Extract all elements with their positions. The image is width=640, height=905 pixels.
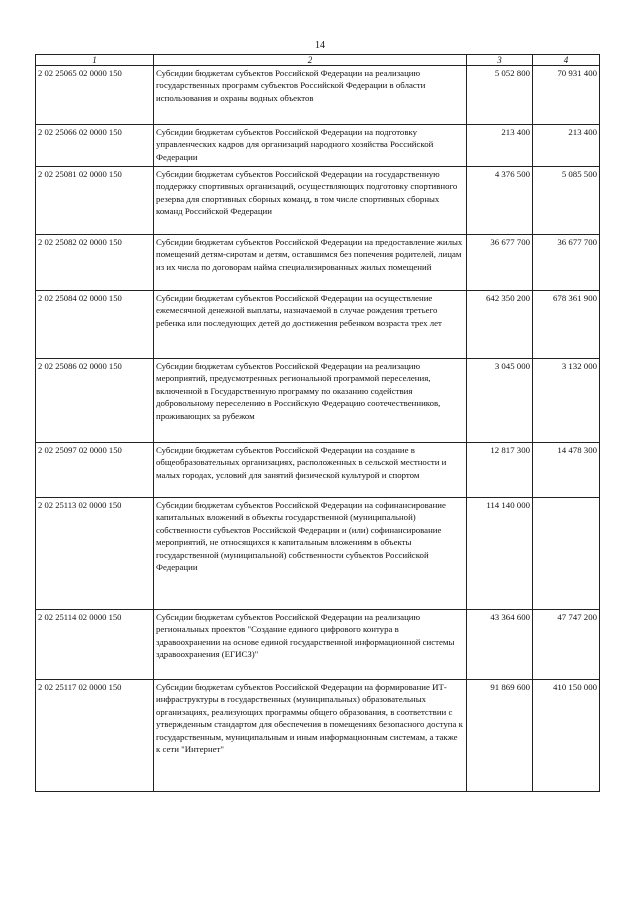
amount-col-3: 43 364 600 xyxy=(467,610,533,680)
subsidy-description: Субсидии бюджетам субъектов Российской Федерации на государственную поддержку спортивных организаций, осуществляющих подготовку спортивного резерва для спортивных сборных команд, в том числе спортивных сборных команд Российской Федерации xyxy=(154,167,467,235)
table-row xyxy=(36,359,600,443)
budget-table xyxy=(35,54,600,792)
amount-col-4: 14 478 300 xyxy=(533,443,600,498)
subsidy-description: Субсидии бюджетам субъектов Российской Федерации на формирование ИТ-инфраструктуры в государственных (муниципальных) образовательных организациях, реализующих программы общего образования, в соответствии с утвержденным стандартом для обеспечения в помещениях безопасного доступа к государственным, муниципальным и иным информационным системам, а также к сети "Интернет" xyxy=(154,680,467,792)
table-row xyxy=(36,498,600,610)
budget-code: 2 02 25065 02 0000 150 xyxy=(36,66,154,125)
amount-col-4 xyxy=(533,498,600,610)
page-number: 14 xyxy=(315,40,325,51)
amount-col-3: 114 140 000 xyxy=(467,498,533,610)
subsidy-description: Субсидии бюджетам субъектов Российской Федерации на предоставление жилых помещений детям-сиротам и детям, оставшимся без попечения родителей, лицам из их числа по договорам найма специализированных жилых помещений xyxy=(154,235,467,291)
table-row xyxy=(36,66,600,125)
amount-col-4: 5 085 500 xyxy=(533,167,600,235)
column-header-2: 2 xyxy=(154,55,467,66)
budget-code: 2 02 25114 02 0000 150 xyxy=(36,610,154,680)
table-row xyxy=(36,235,600,291)
subsidy-description: Субсидии бюджетам субъектов Российской Федерации на подготовку управленческих кадров для организаций народного хозяйства Российской Федерации xyxy=(154,125,467,167)
amount-col-4: 213 400 xyxy=(533,125,600,167)
subsidy-description: Субсидии бюджетам субъектов Российской Федерации на осуществление ежемесячной денежной выплаты, назначаемой в случае рождения третьего ребенка или последующих детей до достижения ребенком возраста трех лет xyxy=(154,291,467,359)
amount-col-4: 36 677 700 xyxy=(533,235,600,291)
amount-col-4: 70 931 400 xyxy=(533,66,600,125)
amount-col-3: 213 400 xyxy=(467,125,533,167)
amount-col-4: 3 132 000 xyxy=(533,359,600,443)
table-row xyxy=(36,167,600,235)
budget-code: 2 02 25084 02 0000 150 xyxy=(36,291,154,359)
budget-code: 2 02 25086 02 0000 150 xyxy=(36,359,154,443)
amount-col-3: 3 045 000 xyxy=(467,359,533,443)
amount-col-3: 12 817 300 xyxy=(467,443,533,498)
amount-col-3: 4 376 500 xyxy=(467,167,533,235)
table-row xyxy=(36,680,600,792)
table-row xyxy=(36,291,600,359)
amount-col-3: 5 052 800 xyxy=(467,66,533,125)
budget-code: 2 02 25082 02 0000 150 xyxy=(36,235,154,291)
budget-code: 2 02 25117 02 0000 150 xyxy=(36,680,154,792)
subsidy-description: Субсидии бюджетам субъектов Российской Федерации на реализацию мероприятий, предусмотренных региональной программой переселения, включенной в Государственную программу по оказанию содействия добровольному переселению в Российскую Федерацию соотечественников, проживающих за рубежом xyxy=(154,359,467,443)
subsidy-description: Субсидии бюджетам субъектов Российской Федерации на софинансирование капитальных вложений в объекты государственной (муниципальной) собственности субъектов Российской Федерации и (или) софинансирование мероприятий, не относящихся к капитальным вложениям в объекты государственной (муниципальной) собственности субъектов Российской Федерации xyxy=(154,498,467,610)
amount-col-3: 642 350 200 xyxy=(467,291,533,359)
amount-col-4: 410 150 000 xyxy=(533,680,600,792)
amount-col-4: 678 361 900 xyxy=(533,291,600,359)
subsidy-description: Субсидии бюджетам субъектов Российской Федерации на реализацию региональных проектов "Создание единого цифрового контура в здравоохранении на основе единой государственной информационной системы здравоохранения (ЕГИСЗ)" xyxy=(154,610,467,680)
budget-code: 2 02 25113 02 0000 150 xyxy=(36,498,154,610)
column-header-1: 1 xyxy=(36,55,154,66)
subsidy-description: Субсидии бюджетам субъектов Российской Федерации на реализацию государственных программ субъектов Российской Федерации в области использования и охраны водных объектов xyxy=(154,66,467,125)
subsidy-description: Субсидии бюджетам субъектов Российской Федерации на создание в общеобразовательных организациях, расположенных в сельской местности и малых городах, условий для занятий физической культурой и спортом xyxy=(154,443,467,498)
budget-code: 2 02 25081 02 0000 150 xyxy=(36,167,154,235)
amount-col-3: 36 677 700 xyxy=(467,235,533,291)
budget-code: 2 02 25066 02 0000 150 xyxy=(36,125,154,167)
amount-col-3: 91 869 600 xyxy=(467,680,533,792)
amount-col-4: 47 747 200 xyxy=(533,610,600,680)
column-header-4: 4 xyxy=(533,55,600,66)
table-row xyxy=(36,610,600,680)
budget-code: 2 02 25097 02 0000 150 xyxy=(36,443,154,498)
column-header-3: 3 xyxy=(467,55,533,66)
table-row xyxy=(36,443,600,498)
table-header-row xyxy=(36,55,600,66)
table-row xyxy=(36,125,600,167)
